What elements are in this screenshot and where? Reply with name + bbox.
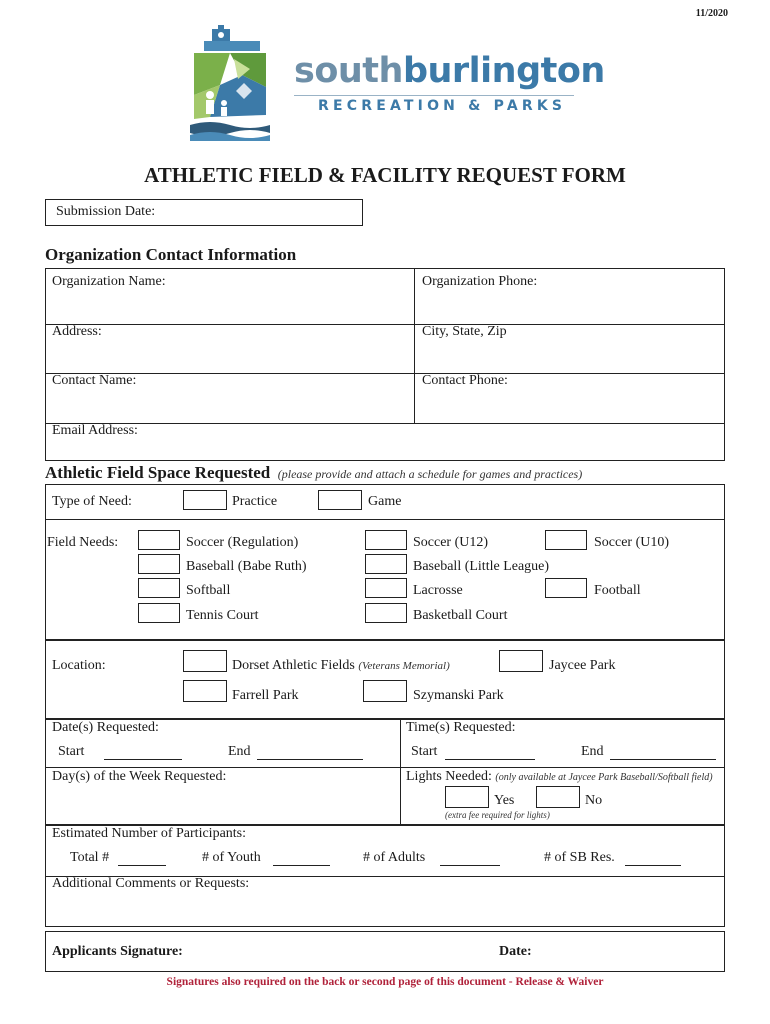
- time-start-input[interactable]: [445, 759, 535, 760]
- signature-input[interactable]: [205, 935, 485, 969]
- adults-input[interactable]: [440, 865, 500, 866]
- soccer-regulation-label: Soccer (Regulation): [186, 535, 299, 550]
- adults-label: # of Adults: [363, 850, 426, 865]
- soccer-u10-checkbox[interactable]: [545, 530, 587, 550]
- softball-checkbox[interactable]: [138, 578, 180, 598]
- revision-date: 11/2020: [695, 8, 728, 19]
- basketball-court-checkbox[interactable]: [365, 603, 407, 623]
- signature-date-input[interactable]: [540, 935, 720, 969]
- football-label: Football: [594, 583, 641, 598]
- contact-name-field[interactable]: Contact Name:: [52, 373, 137, 388]
- comments-input[interactable]: [47, 895, 723, 925]
- szymanski-label: Szymanski Park: [413, 688, 504, 703]
- date-end-label: End: [228, 744, 251, 759]
- logo: [190, 25, 605, 145]
- city-state-zip-field[interactable]: City, State, Zip: [422, 324, 507, 339]
- dorset-label: Dorset Athletic Fields: [232, 658, 355, 673]
- lights-needed-label: Lights Needed:: [406, 769, 492, 784]
- lights-yes-label: Yes: [494, 793, 515, 808]
- time-start-label: Start: [411, 744, 438, 759]
- dorset-checkbox[interactable]: [183, 650, 227, 672]
- submission-date-label: Submission Date:: [56, 204, 156, 219]
- farrell-label: Farrell Park: [232, 688, 299, 703]
- email-field[interactable]: Email Address:: [52, 423, 138, 438]
- participants-label: Estimated Number of Participants:: [52, 826, 247, 841]
- soccer-u12-label: Soccer (U12): [413, 535, 489, 550]
- footer-note: Signatures also required on the back or second page of this document - Release & Waiver: [166, 976, 604, 988]
- soccer-u10-label: Soccer (U10): [594, 535, 670, 550]
- total-input[interactable]: [118, 865, 166, 866]
- soccer-regulation-checkbox[interactable]: [138, 530, 180, 550]
- field-needs-label: Field Needs:: [47, 535, 119, 550]
- baseball-babe-ruth-checkbox[interactable]: [138, 554, 180, 574]
- logo-brand-burlington: burlington: [402, 51, 605, 91]
- practice-checkbox[interactable]: [183, 490, 227, 510]
- tennis-court-checkbox[interactable]: [138, 603, 180, 623]
- time-end-input[interactable]: [610, 759, 716, 760]
- soccer-u12-checkbox[interactable]: [365, 530, 407, 550]
- address-field[interactable]: Address:: [52, 324, 102, 339]
- farrell-checkbox[interactable]: [183, 680, 227, 702]
- contact-table: [45, 268, 725, 461]
- times-requested-label: Time(s) Requested:: [406, 720, 516, 735]
- location-label: Location:: [52, 658, 106, 673]
- sb-res-label: # of SB Res.: [544, 850, 615, 865]
- type-of-need-label: Type of Need:: [52, 494, 132, 509]
- dorset-note: (Veterans Memorial): [358, 660, 450, 672]
- sb-res-input[interactable]: [625, 865, 681, 866]
- lacrosse-label: Lacrosse: [413, 583, 463, 598]
- lights-no-checkbox[interactable]: [536, 786, 580, 808]
- jaycee-label: Jaycee Park: [549, 658, 616, 673]
- lights-yes-checkbox[interactable]: [445, 786, 489, 808]
- signature-label: Applicants Signature:: [52, 944, 183, 959]
- total-label: Total #: [70, 850, 110, 865]
- szymanski-checkbox[interactable]: [363, 680, 407, 702]
- lights-fee-note: (extra fee required for lights): [445, 810, 550, 820]
- contact-heading: Organization Contact Information: [45, 245, 297, 264]
- lights-no-label: No: [585, 793, 603, 808]
- date-end-input[interactable]: [257, 759, 363, 760]
- game-label: Game: [368, 494, 402, 509]
- basketball-court-label: Basketball Court: [413, 608, 508, 623]
- date-start-label: Start: [58, 744, 85, 759]
- logo-emblem-icon: [190, 25, 270, 141]
- jaycee-checkbox[interactable]: [499, 650, 543, 672]
- field-space-heading: Athletic Field Space Requested: [45, 463, 271, 482]
- page-title: ATHLETIC FIELD & FACILITY REQUEST FORM: [144, 163, 626, 187]
- game-checkbox[interactable]: [318, 490, 362, 510]
- football-checkbox[interactable]: [545, 578, 587, 598]
- softball-label: Softball: [186, 583, 231, 598]
- youth-label: # of Youth: [202, 850, 261, 865]
- comments-label: Additional Comments or Requests:: [52, 876, 250, 891]
- signature-date-label: Date:: [499, 944, 532, 959]
- org-phone-field[interactable]: Organization Phone:: [422, 274, 538, 289]
- days-of-week-label: Day(s) of the Week Requested:: [52, 769, 227, 784]
- lights-note: (only available at Jaycee Park Baseball/Softball field): [495, 772, 713, 783]
- submission-date-field[interactable]: [45, 199, 363, 226]
- baseball-little-league-checkbox[interactable]: [365, 554, 407, 574]
- time-end-label: End: [581, 744, 604, 759]
- dates-requested-label: Date(s) Requested:: [52, 720, 159, 735]
- youth-input[interactable]: [273, 865, 330, 866]
- org-name-field[interactable]: Organization Name:: [52, 274, 166, 289]
- baseball-babe-ruth-label: Baseball (Babe Ruth): [186, 559, 307, 574]
- practice-label: Practice: [232, 494, 278, 509]
- date-start-input[interactable]: [104, 759, 182, 760]
- logo-brand-south: south: [294, 51, 403, 91]
- field-space-note: (please provide and attach a schedule for games and practices): [277, 467, 583, 481]
- logo-subtitle: RECREATION & PARKS: [318, 98, 567, 114]
- tennis-court-label: Tennis Court: [186, 608, 259, 623]
- lacrosse-checkbox[interactable]: [365, 578, 407, 598]
- contact-phone-field[interactable]: Contact Phone:: [422, 373, 508, 388]
- baseball-little-league-label: Baseball (Little League): [413, 559, 550, 574]
